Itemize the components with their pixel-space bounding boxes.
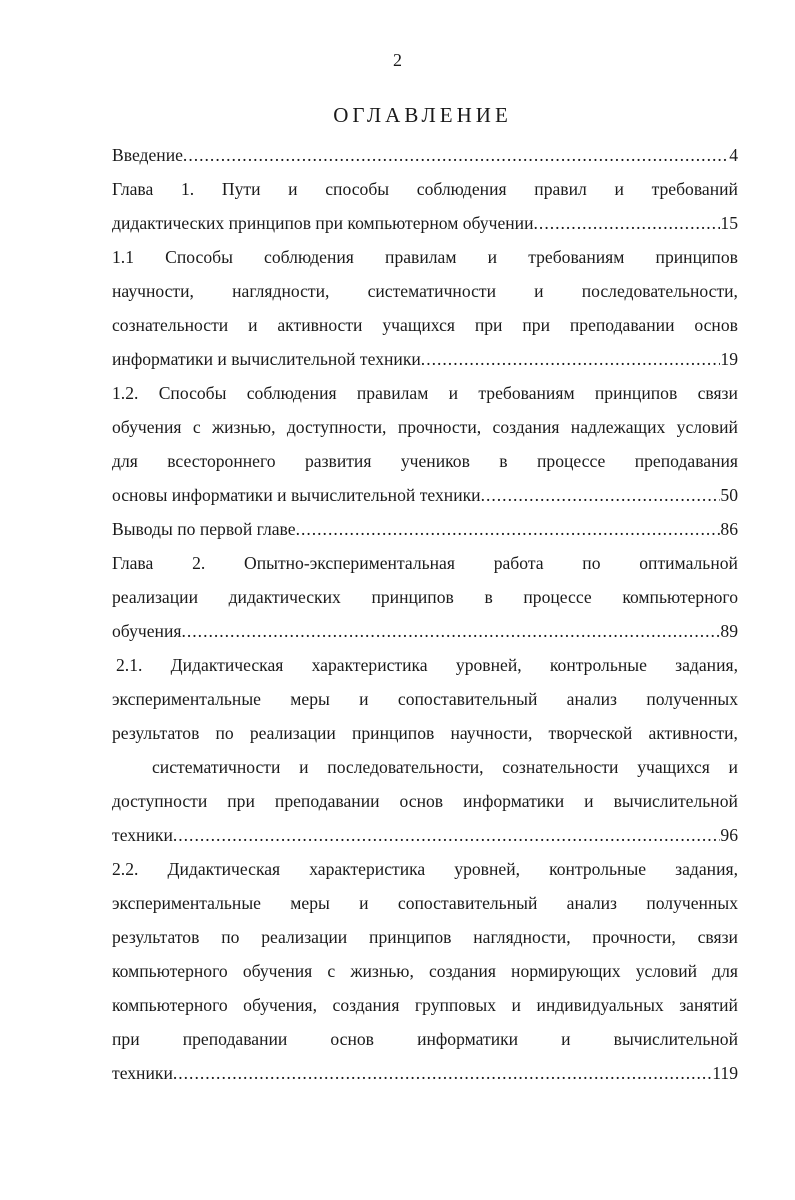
toc-word: и (248, 315, 258, 335)
toc-line (112, 546, 738, 580)
toc-word: требованиям (528, 247, 625, 267)
toc-word: систематичности (367, 281, 496, 301)
toc-word: и (584, 791, 594, 811)
toc-word: нормирующих (511, 961, 621, 981)
dot-leader (421, 342, 721, 376)
toc-line (112, 852, 738, 886)
toc-word: соблюдения (416, 179, 507, 199)
toc-word: обучения (112, 417, 182, 437)
toc-word: сопоставительный (397, 893, 538, 913)
toc-word: наглядности, (232, 281, 330, 301)
toc-word: основ (399, 791, 444, 811)
toc-word: в (499, 451, 508, 471)
toc-page-number: 15 (720, 213, 738, 233)
toc-word: создания (332, 995, 400, 1015)
toc-word: создания (428, 961, 496, 981)
toc-word: правил (534, 179, 587, 199)
toc-page-number: 96 (720, 825, 738, 845)
toc-word: полученных (646, 689, 738, 709)
toc-word: контрольные (549, 655, 647, 675)
toc-word: условий (676, 417, 738, 437)
toc-page-number: 86 (720, 519, 738, 539)
toc-word: принципов (594, 383, 678, 403)
toc-word: информатики (417, 1029, 519, 1049)
dot-leader (173, 818, 721, 852)
toc-word: результатов (112, 723, 200, 743)
toc-word: 1. (181, 179, 195, 199)
toc-word: при (522, 315, 550, 335)
toc-word: систематичности (152, 757, 281, 777)
toc-word: процессе (523, 587, 592, 607)
toc-word: анализ (566, 689, 618, 709)
toc-line (112, 274, 738, 308)
toc-word: и (728, 757, 738, 777)
toc-word: при (227, 791, 255, 811)
toc-word: основ (694, 315, 738, 335)
toc-word: способы (325, 179, 390, 199)
toc-entry-final-line (112, 614, 738, 648)
dot-leader (181, 614, 720, 648)
toc-word: доступности (112, 791, 208, 811)
toc-line (112, 920, 738, 954)
toc-word: занятий (679, 995, 738, 1015)
toc-word: всестороннего (167, 451, 276, 471)
toc-word: принципов (369, 927, 452, 947)
toc-word: последовательности, (581, 281, 738, 301)
toc-line (112, 886, 738, 920)
toc-entry-final-line (112, 206, 738, 240)
toc-word: результатов (112, 927, 200, 947)
table-of-contents (112, 138, 738, 1090)
dot-leader (173, 1056, 712, 1090)
toc-word: вычислительной (613, 791, 738, 811)
toc-line (112, 172, 738, 206)
toc-word: и (614, 179, 624, 199)
toc-word: развития (304, 451, 372, 471)
toc-word: информатики (463, 791, 565, 811)
toc-line (112, 308, 738, 342)
toc-word: меры (290, 893, 330, 913)
toc-line (112, 682, 738, 716)
toc-word: Глава (112, 553, 154, 573)
toc-word: экспериментальные (112, 893, 261, 913)
toc-word: и (561, 1029, 571, 1049)
toc-line (112, 410, 738, 444)
toc-word: 2.2. (112, 859, 139, 879)
toc-word: реализации (261, 927, 348, 947)
toc-word: учеников (400, 451, 470, 471)
toc-word: для (112, 451, 138, 471)
toc-word: Пути (221, 179, 261, 199)
toc-entry-title: Введение (112, 145, 183, 165)
toc-word: меры (290, 689, 330, 709)
toc-word: уровней, (454, 859, 521, 879)
toc-word: и (288, 179, 298, 199)
toc-entry-title: техники (112, 1063, 173, 1083)
toc-page-number: 50 (720, 485, 738, 505)
toc-word: экспериментальные (112, 689, 261, 709)
toc-line (112, 444, 738, 478)
toc-word: творческой (548, 723, 633, 743)
toc-word: преподавания (634, 451, 738, 471)
toc-word: анализ (566, 893, 618, 913)
toc-word: соблюдения (264, 247, 354, 267)
toc-entry-final-line (112, 478, 738, 512)
toc-word: Дидактическая (167, 859, 281, 879)
toc-word: в (484, 587, 493, 607)
toc-word: и (534, 281, 544, 301)
toc-line (112, 240, 738, 274)
toc-line (112, 784, 738, 818)
toc-word: компьютерного (112, 961, 228, 981)
toc-word: основ (330, 1029, 374, 1049)
toc-word: вычислительной (613, 1029, 738, 1049)
toc-word: обучения, (243, 995, 318, 1015)
toc-word: контрольные (549, 859, 647, 879)
toc-word: жизнью, (350, 961, 414, 981)
toc-word: принципов (371, 587, 454, 607)
toc-page-number: 119 (712, 1063, 738, 1083)
toc-word: правилам (356, 383, 429, 403)
toc-entry-final-line (112, 138, 738, 172)
toc-word: индивидуальных (536, 995, 664, 1015)
toc-word: правилам (385, 247, 457, 267)
toc-word: 2. (192, 553, 206, 573)
toc-word: научности, (450, 723, 533, 743)
toc-word: характеристика (311, 655, 428, 675)
toc-word: учащихся (382, 315, 455, 335)
toc-word: сопоставительный (397, 689, 538, 709)
toc-word: Способы (165, 247, 233, 267)
toc-line (112, 716, 738, 750)
toc-word: связи (697, 927, 738, 947)
toc-word: Глава (112, 179, 154, 199)
toc-word: 2.1. (116, 655, 143, 675)
toc-word: и (448, 383, 459, 403)
toc-word: доступности, (286, 417, 387, 437)
toc-word: и (359, 689, 369, 709)
toc-word: и (359, 893, 369, 913)
toc-word: последовательности, (327, 757, 484, 777)
toc-word: компьютерного (112, 995, 228, 1015)
toc-word: задания, (675, 655, 738, 675)
page-number: 2 (393, 50, 402, 70)
toc-word: соблюдения (246, 383, 337, 403)
dot-leader (481, 478, 721, 512)
toc-word: прочности, (592, 927, 676, 947)
toc-entry-title: информатики и вычислительной техники (112, 349, 421, 369)
toc-word: полученных (646, 893, 738, 913)
dot-leader (296, 512, 721, 546)
toc-word: требованиям (478, 383, 575, 403)
toc-word: и (299, 757, 309, 777)
toc-word: компьютерного (622, 587, 738, 607)
toc-word: характеристика (309, 859, 426, 879)
toc-word: дидактических (228, 587, 341, 607)
toc-entry-title: дидактических принципов при компьютерном обучении (112, 213, 534, 233)
toc-word: преподавании (274, 791, 380, 811)
toc-word: Способы (158, 383, 227, 403)
toc-entry-final-line (112, 342, 738, 376)
toc-word: активности (277, 315, 363, 335)
toc-line (112, 1022, 738, 1056)
toc-entry-final-line (112, 818, 738, 852)
toc-word: обучения (242, 961, 313, 981)
toc-word: процессе (536, 451, 606, 471)
toc-word: реализации (249, 723, 336, 743)
toc-word: надлежащих (570, 417, 666, 437)
page-title: ОГЛАВЛЕНИЕ (333, 103, 512, 127)
toc-entry-final-line (112, 512, 738, 546)
toc-word: с (192, 417, 201, 437)
toc-entry-title: основы информатики и вычислительной техники (112, 485, 481, 505)
toc-word: по (215, 723, 234, 743)
toc-page-number: 4 (729, 145, 738, 165)
toc-word: принципов (351, 723, 435, 743)
toc-word: по (582, 553, 601, 573)
toc-word: сознательности (502, 757, 619, 777)
toc-word: создания (492, 417, 560, 437)
toc-word: научности, (112, 281, 194, 301)
toc-word: жизнью, (211, 417, 276, 437)
toc-word: с (327, 961, 336, 981)
toc-word: принципов (655, 247, 738, 267)
toc-page-number: 19 (720, 349, 738, 369)
toc-word: и (511, 995, 521, 1015)
toc-word: 1.2. (112, 383, 139, 403)
toc-word: прочности, (397, 417, 482, 437)
toc-entry-title: обучения (112, 621, 182, 641)
toc-page-number: 89 (720, 621, 738, 641)
toc-line (112, 750, 738, 784)
dot-leader (534, 206, 721, 240)
toc-word: преподавании (182, 1029, 288, 1049)
toc-word: учащихся (637, 757, 710, 777)
toc-word: преподавании (569, 315, 675, 335)
toc-line (112, 648, 738, 682)
toc-word: сознательности (112, 315, 229, 335)
toc-entry-title: техники (112, 825, 173, 845)
toc-word: 1.1 (112, 247, 134, 267)
dot-leader (183, 138, 729, 172)
toc-entry-title: Выводы по первой главе (112, 519, 296, 539)
toc-line (112, 376, 738, 410)
toc-word: требований (651, 179, 738, 199)
toc-word: уровней, (455, 655, 522, 675)
toc-word: реализации (112, 587, 198, 607)
toc-entry-final-line (112, 1056, 738, 1090)
toc-line (112, 954, 738, 988)
toc-word: при (112, 1029, 140, 1049)
toc-word: работа (493, 553, 544, 573)
toc-line (112, 988, 738, 1022)
toc-word: по (221, 927, 240, 947)
toc-word: активности, (648, 723, 738, 743)
toc-word: Опытно-экспериментальная (244, 553, 455, 573)
toc-word: наглядности, (473, 927, 571, 947)
toc-word: условий (635, 961, 698, 981)
toc-word: связи (697, 383, 738, 403)
toc-word: задания, (675, 859, 738, 879)
toc-word: при (474, 315, 503, 335)
toc-word: оптимальной (639, 553, 738, 573)
toc-line (112, 580, 738, 614)
toc-word: Дидактическая (170, 655, 284, 675)
toc-word: и (487, 247, 498, 267)
toc-word: для (712, 961, 738, 981)
toc-word: групповых (414, 995, 497, 1015)
